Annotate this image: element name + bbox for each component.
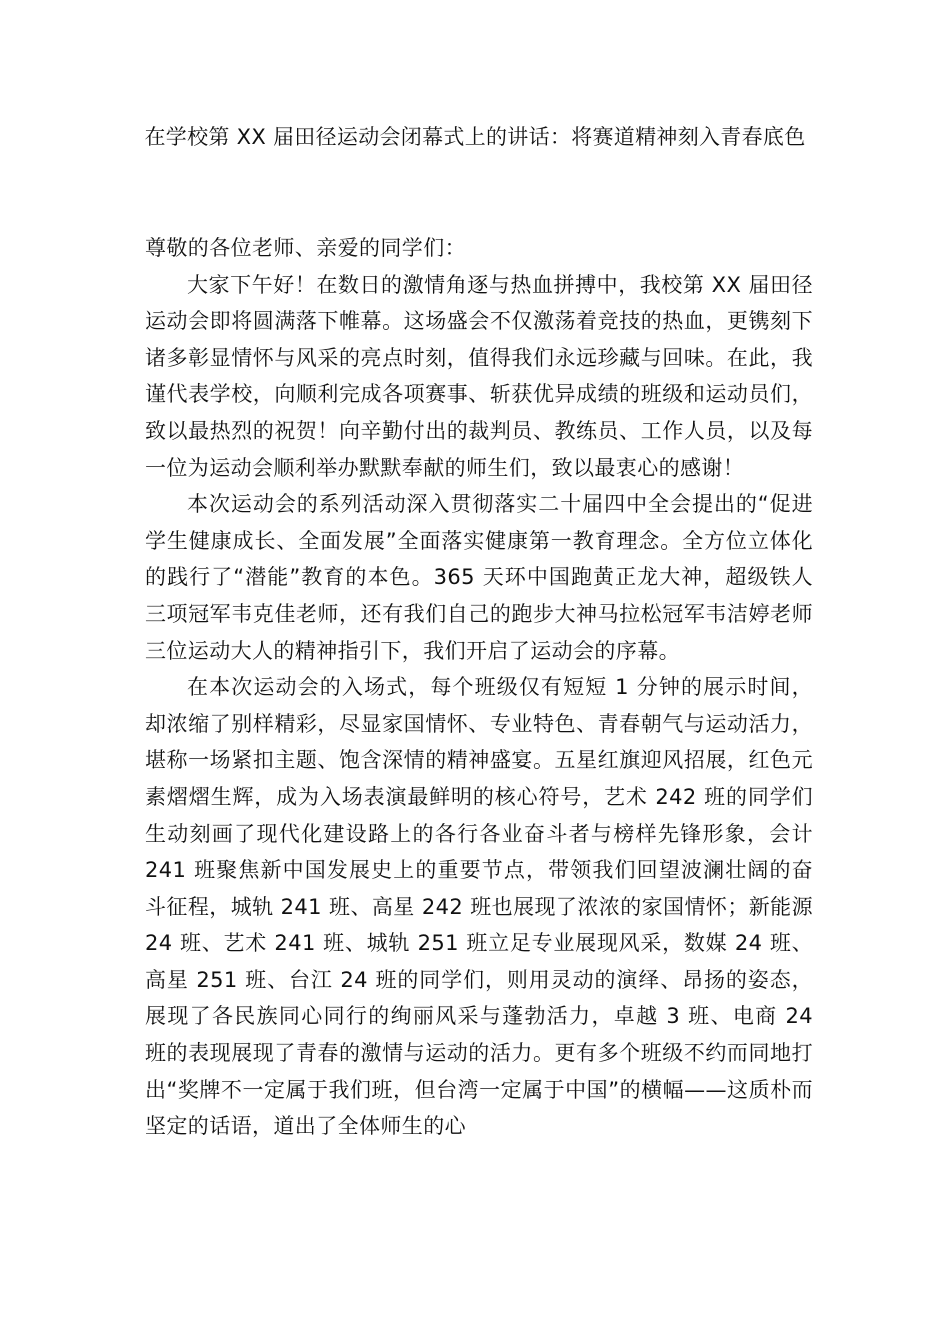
- paragraph: 在本次运动会的入场式，每个班级仅有短短 1 分钟的展示时间，却浓缩了别样精彩，尽显家国情怀、专业特色、青春朝气与运动活力，堪称一场紧扣主题、饱含深情的精神盛宴。五星红旗迎风招展，红色元素熠熠生辉，成为入场表演最鲜明的核心符号，艺术 242 班的同学们生动刻画了现代化建设路上的各行各业奋斗者与榜样先锋形象，会计 241 班聚焦新中国发展史上的重要节点，带领我们回望波澜壮阔的奋斗征程，城轨 241 班、高星 242 班也展现了浓浓的家国情怀；新能源 24 班、艺术 241 班、城轨 251 班立足专业展现风采，数媒 24 班、高星 251 班、台江 24 班的同学们，则用灵动的演绎、昂扬的姿态，展现了各民族同心同行的绚丽风采与蓬勃活力，卓越 3 班、电商 24 班的表现展现了青春的激情与运动的活力。更有多个班级不约而同地打出“奖牌不一定属于我们班，但台湾一定属于中国”的横幅——这质朴而坚定的话语，道出了全体师生的心: [145, 675, 813, 1139]
- document-title: 在学校第 XX 届田径运动会闭幕式上的讲话：将赛道精神刻入青春底色: [144, 125, 806, 149]
- paragraph: 本次运动会的系列活动深入贯彻落实二十届四中全会提出的“促进学生健康成长、全面发展”全面落实健康第一教育理念。全方位立体化的践行了“潜能”教育的本色。365 天环中国跑黄正龙大神，超级铁人三项冠军韦克佳老师，还有我们自己的跑步大神马拉松冠军韦洁婷老师三位运动大人的精神指引下，我们开启了运动会的序幕。: [145, 492, 813, 663]
- salutation: 尊敬的各位老师、亲爱的同学们：: [145, 236, 466, 260]
- document-body: [145, 230, 813, 1145]
- paragraph: 大家下午好！在数日的激情角逐与热血拼搏中，我校第 XX 届田径运动会即将圆满落下帷幕。这场盛会不仅激荡着竞技的热血，更镌刻下诸多彰显情怀与风采的亮点时刻，值得我们永远珍藏与回味。在此，我谨代表学校，向顺利完成各项赛事、斩获优异成绩的班级和运动员们，致以最热烈的祝贺！向辛勤付出的裁判员、教练员、工作人员，以及每一位为运动会顺利举办默默奉献的师生们，致以最衷心的感谢！: [145, 272, 813, 480]
